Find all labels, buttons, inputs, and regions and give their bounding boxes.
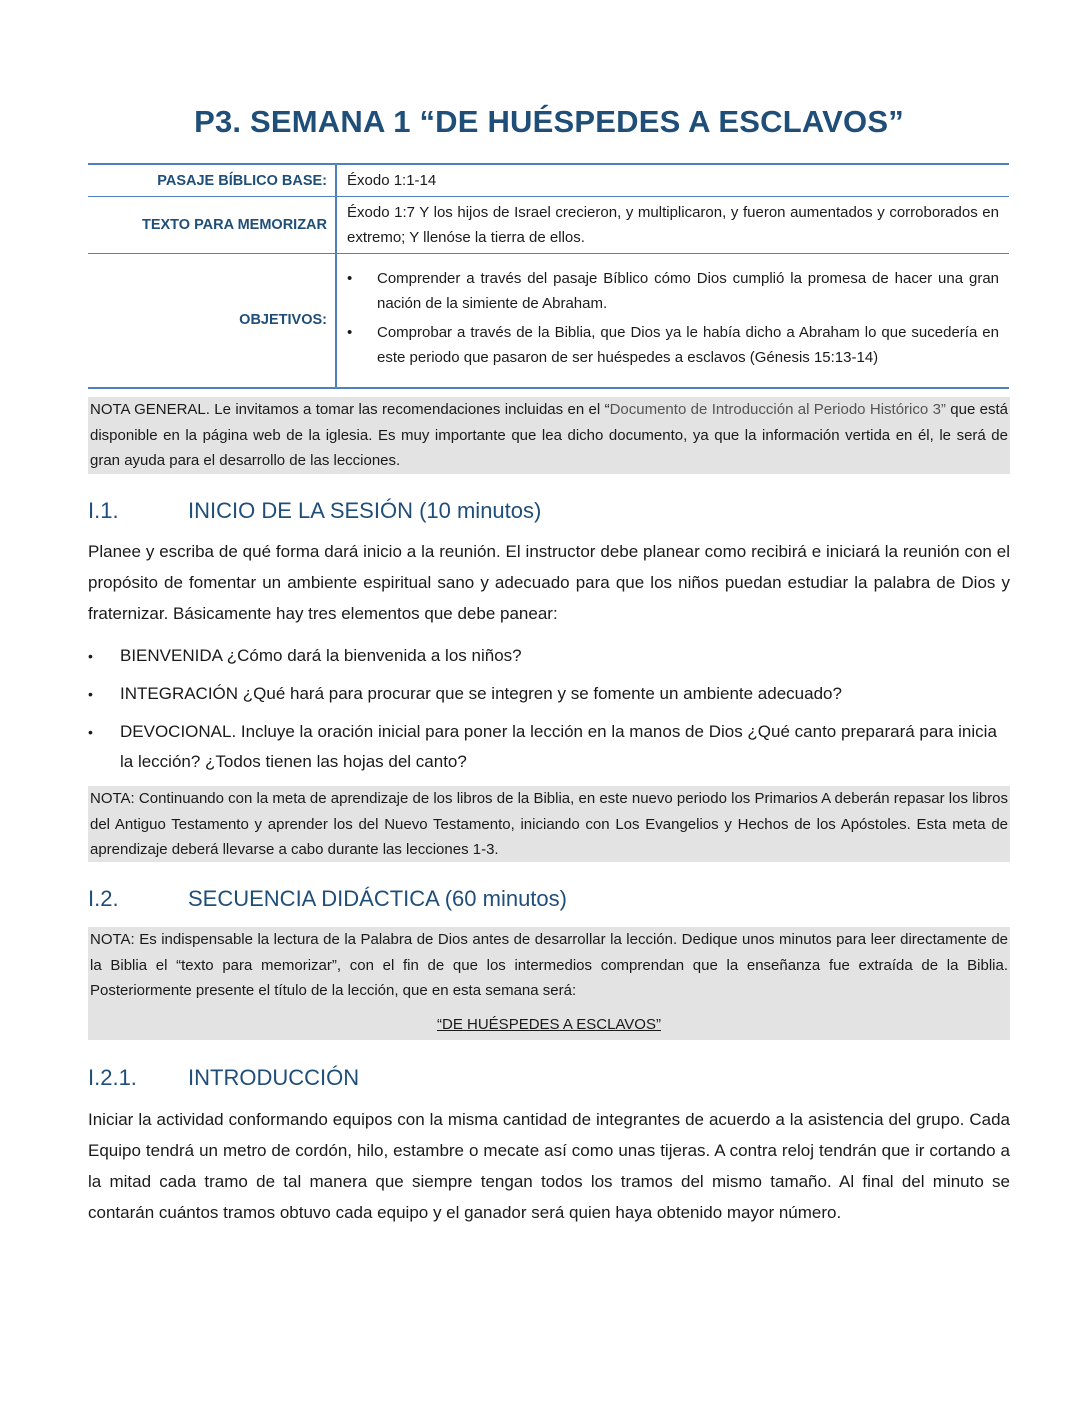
section-title: INTRODUCCIÓN [188,1065,360,1090]
lesson-info-table [88,163,1009,389]
objective-item: • Comprobar a través de la Biblia, que Dios ya le había dicho a Abraham lo que sucedería en este periodo que pasaron de ser huéspedes a esclavos (Génesis 15:13-14) [347,320,999,370]
memory-row [88,197,1009,254]
section-title: SECUENCIA DIDÁCTICA (60 minutos) [188,886,567,911]
objectives-list [347,266,999,370]
section-heading-secuencia [88,886,567,912]
lesson-title-callout: “DE HUÉSPEDES A ESCLAVOS” [437,1015,661,1033]
section-heading-inicio [88,498,541,524]
bullet-devocional: • DEVOCIONAL. Incluye la oración inicial para poner la lección en la manos de Dios ¿Qué canto preparará para inicia la lección? ¿Todos tienen las hojas del canto? [88,717,1010,777]
bullet-integracion: • INTEGRACIÓN ¿Qué hará para procurar que se integren y se fomente un ambiente adecuado? [88,679,1010,709]
general-note-text: NOTA GENERAL. Le invitamos a tomar las recomendaciones incluidas en el “ [90,401,610,418]
introduction-paragraph: Iniciar la actividad conformando equipos con la misma cantidad de integrantes de acuerdo a la asistencia del grupo. Cada Equipo tendrá un metro de cordón, hilo, estambre o mecate así como unas tijeras. A contra reloj tendrán que ir cortando a la mitad cada tramo de tal manera que siempre tengan todos los tramos del mismo tamaño. Al final del minuto se contarán cuántos tramos obtuvo cada equipo y el ganador será quien haya obtenido mayor número. [88,1110,1010,1222]
reading-note [88,927,1010,1040]
memory-value: Éxodo 1:7 Y los hijos de Israel crecieron, y multiplicaron, y fueron aumentados y corroborados en extremo; Y llenóse la tierra de ellos. [347,204,999,246]
objectives-cell [336,254,1009,388]
passage-value: Éxodo 1:1-14 [347,172,437,189]
general-note-text-end: que está disponible en la página web de la iglesia. Es muy importante que lea dicho documento, ya que la información vertida en él, le será de gran ayuda para el desarrollo de las lecciones. [90,401,1009,469]
section-number: I.2. [88,886,119,911]
objectives-label: OBJETIVOS: [88,254,336,388]
intro-document-link[interactable]: Documento de Introducción al Periodo Histórico 3” [609,401,946,418]
section-title: INICIO DE LA SESIÓN (10 minutos) [188,498,542,523]
reading-note-text: NOTA: Es indispensable la lectura de la Palabra de Dios antes de desarrollar la lección. Dedique unos minutos para leer directamente de la Biblia el “texto para memorizar”, con el fin de que los intermedios comprendan que la enseñanza fue extraída de la Biblia. Posteriormente presente el título de la lección, que en esta semana será: [90,931,1008,999]
bullet-bienvenida: • BIENVENIDA ¿Cómo dará la bienvenida a los niños? [88,641,1010,671]
section-heading-introduccion [88,1065,359,1091]
objective-item: • Comprender a través del pasaje Bíblico cómo Dios cumplió la promesa de hacer una gran nación de la simiente de Abraham. [347,266,999,316]
session-elements-list [88,641,1010,785]
general-note [88,397,1010,474]
passage-row [88,164,1009,197]
section-number: I.1. [88,498,119,523]
memory-label: TEXTO PARA MEMORIZAR [88,197,336,254]
section1-paragraph: Planee y escriba de qué forma dará inicio a la reunión. El instructor debe planear como recibirá e iniciará la reunión con el propósito de fomentar un ambiente espiritual sano y adecuado para que los niños puedan estudiar la palabra de Dios y fraternizar. Básicamente hay tres elementos que debe panear: [88,542,1010,623]
books-note: NOTA: Continuando con la meta de aprendizaje de los libros de la Biblia, en este nuevo periodo los Primarios A deberán repasar los libros del Antiguo Testamento y aprender los del Nuevo Testamento, iniciando con Los Evangelios y Hechos de los Apóstoles. Esta meta de aprendizaje deberá llevarse a cabo durante las lecciones 1-3. [88,786,1010,862]
passage-label: PASAJE BÍBLICO BASE: [88,164,336,197]
objectives-row [88,254,1009,388]
section-number: I.2.1. [88,1065,137,1090]
page-title: P3. SEMANA 1 “DE HUÉSPEDES A ESCLAVOS” [194,104,904,139]
